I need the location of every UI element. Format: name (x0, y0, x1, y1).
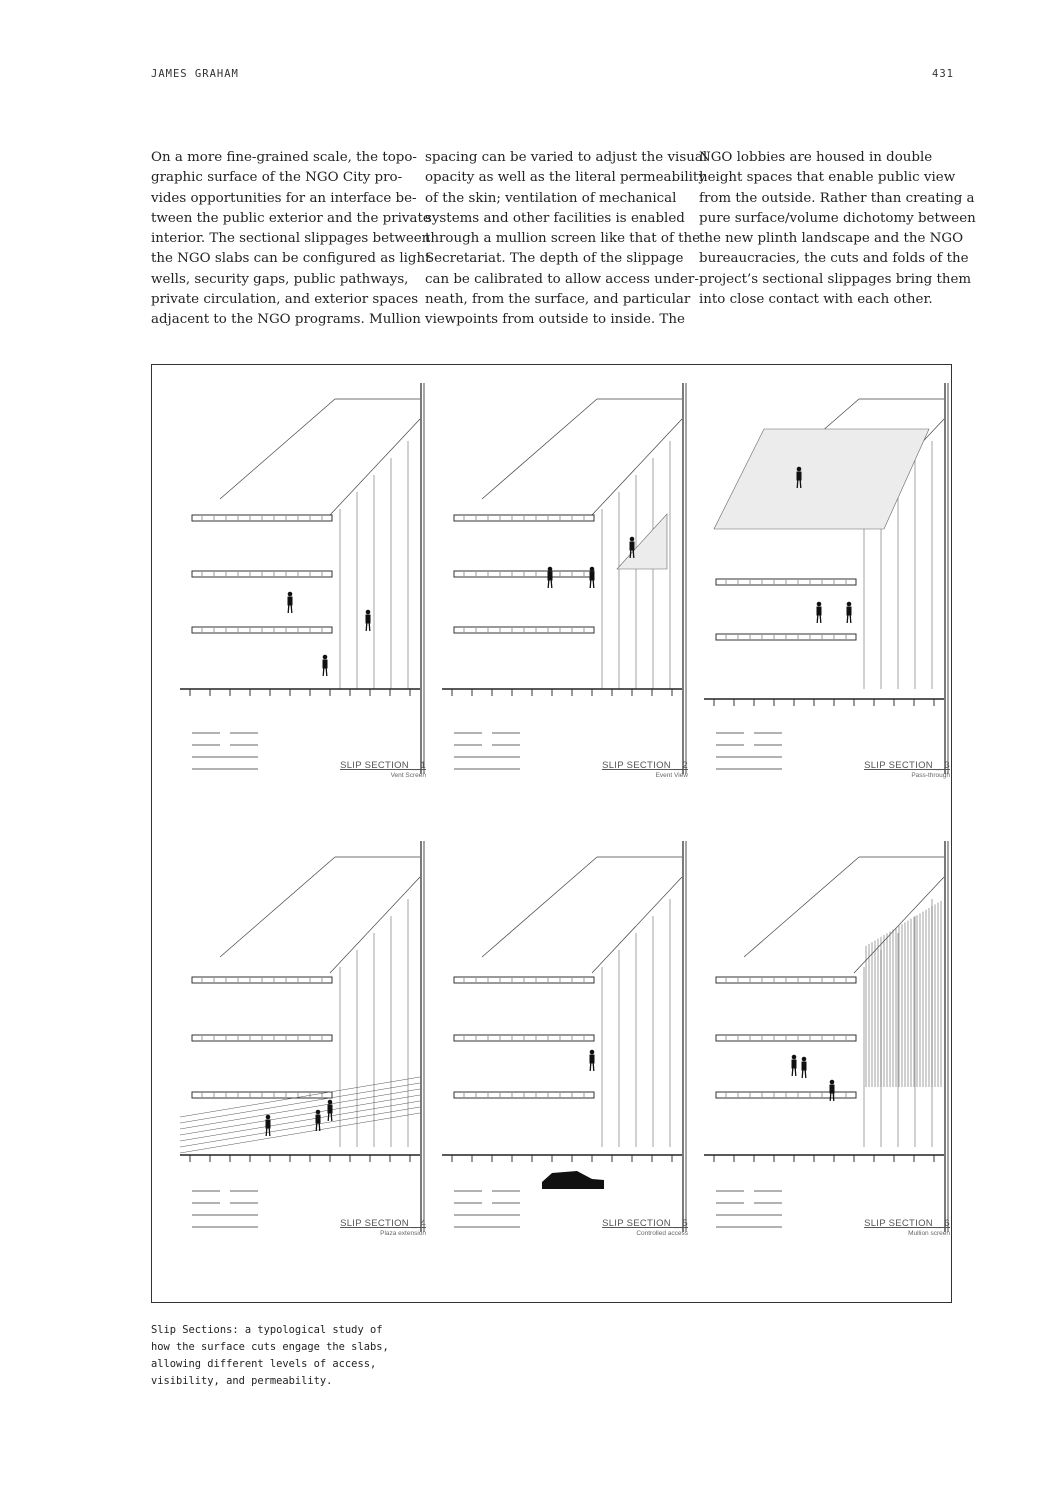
person-head (802, 1057, 807, 1062)
person-body (830, 1085, 835, 1094)
text-line: into close contact with each other. (699, 292, 933, 308)
person-body (328, 1105, 333, 1114)
person-head (316, 1110, 321, 1115)
person-leg (833, 1093, 834, 1101)
text-line: can be calibrated to allow access under- (425, 271, 699, 287)
person-leg (792, 1068, 793, 1076)
person-head (630, 537, 635, 542)
stair-tread (180, 1107, 420, 1147)
dotted-landscape (617, 514, 667, 569)
person-body (630, 542, 635, 551)
panel-subtitle: Event View (655, 772, 688, 779)
person-body (323, 660, 328, 669)
text-line: pure surface/volume dichotomy between (699, 210, 976, 226)
person-leg (590, 580, 591, 588)
text-line: NGO lobbies are housed in double (699, 150, 933, 165)
text-line: interior. The sectional slippages between (151, 231, 431, 247)
slip-section-panel-2 (442, 379, 692, 799)
panel-title: SLIP SECTION _ 1 (340, 760, 426, 771)
person-head (288, 592, 293, 597)
dotted-landscape (714, 429, 929, 529)
person-leg (326, 668, 327, 676)
person-body (548, 572, 553, 581)
person-leg (593, 580, 594, 588)
section-drawing-4 (180, 837, 430, 1257)
caption-line: visibility, and permeability. (151, 1375, 333, 1387)
text-line: of the skin; ventilation of mechanical (425, 190, 677, 206)
text-line: graphic surface of the NGO City pro- (151, 170, 403, 186)
body-column-1 (151, 148, 431, 331)
person-leg (590, 1063, 591, 1071)
person-head (266, 1115, 271, 1120)
text-line: project’s sectional slippages bring them (699, 271, 972, 287)
text-line: spacing can be varied to adjust the visual (425, 150, 708, 165)
perspective-line (592, 419, 682, 515)
person-head (366, 610, 371, 615)
person-head (323, 655, 328, 660)
body-column-2 (425, 148, 708, 331)
text-line: adjacent to the NGO programs. Mullion (151, 312, 421, 328)
panel-title: SLIP SECTION _ 4 (340, 1218, 426, 1229)
caption-line: how the surface cuts engage the slabs, (151, 1341, 389, 1353)
text-line: height spaces that enable public view (699, 170, 956, 186)
person-leg (820, 615, 821, 623)
perspective-line (482, 857, 597, 957)
panel-subtitle: Plaza extension (380, 1230, 426, 1237)
stair-tread (180, 1095, 420, 1135)
stair-tread (180, 1083, 420, 1123)
person-body (590, 1055, 595, 1064)
panel-title: SLIP SECTION _ 5 (602, 1218, 688, 1229)
text-line: bureaucracies, the cuts and folds of the (699, 251, 969, 267)
perspective-line (330, 419, 420, 515)
person-leg (797, 480, 798, 488)
person-leg (800, 480, 801, 488)
slip-section-panel-3 (704, 379, 954, 799)
person-leg (328, 1113, 329, 1121)
person-head (797, 467, 802, 472)
person-body (792, 1060, 797, 1069)
person-leg (847, 615, 848, 623)
person-leg (630, 550, 631, 558)
text-line: the NGO slabs can be configured as light (151, 251, 431, 267)
person-head (328, 1100, 333, 1105)
person-leg (850, 615, 851, 623)
person-leg (805, 1070, 806, 1078)
person-leg (331, 1113, 332, 1121)
person-body (802, 1062, 807, 1071)
person-leg (323, 668, 324, 676)
slip-section-panel-1 (180, 379, 430, 799)
panel-title: SLIP SECTION _ 6 (864, 1218, 950, 1229)
text-line: wells, security gaps, public pathways, (151, 271, 409, 287)
person-leg (291, 605, 292, 613)
person-leg (319, 1123, 320, 1131)
person-body (266, 1120, 271, 1129)
person-leg (369, 623, 370, 631)
running-head-author: JAMES GRAHAM (151, 68, 239, 80)
perspective-line (220, 399, 335, 499)
person-leg (269, 1128, 270, 1136)
text-line: opacity as well as the literal permeability (425, 170, 706, 186)
caption-line: Slip Sections: a typological study of (151, 1324, 383, 1336)
perspective-line (592, 877, 682, 973)
person-head (792, 1055, 797, 1060)
figure-caption (151, 1322, 451, 1390)
car-silhouette (542, 1171, 604, 1189)
text-line: On a more fine-grained scale, the topo- (151, 150, 417, 165)
text-line: private circulation, and exterior spaces (151, 292, 419, 308)
person-head (590, 1050, 595, 1055)
text-line: systems and other facilities is enabled (425, 210, 685, 226)
person-body (366, 615, 371, 624)
text-line: viewpoints from outside to inside. The (425, 312, 685, 328)
page-number: 431 (932, 68, 954, 80)
slip-sections-figure (151, 364, 952, 1303)
slip-section-panel-5 (442, 837, 692, 1257)
text-line: vides opportunities for an interface be- (151, 190, 417, 206)
person-leg (551, 580, 552, 588)
person-head (830, 1080, 835, 1085)
section-drawing-6 (704, 837, 954, 1257)
caption-line: allowing different levels of access, (151, 1358, 377, 1370)
text-line: tween the public exterior and the private (151, 210, 431, 226)
person-leg (817, 615, 818, 623)
person-body (817, 607, 822, 616)
text-line: from the outside. Rather than creating a (699, 190, 975, 206)
person-leg (288, 605, 289, 613)
person-leg (316, 1123, 317, 1131)
panel-subtitle: Mullion screen (908, 1230, 950, 1237)
slip-section-panel-6 (704, 837, 954, 1257)
person-body (316, 1115, 321, 1124)
person-body (847, 607, 852, 616)
person-head (548, 567, 553, 572)
person-leg (266, 1128, 267, 1136)
stair-tread (180, 1101, 420, 1141)
person-leg (795, 1068, 796, 1076)
perspective-line (220, 857, 335, 957)
person-leg (633, 550, 634, 558)
person-head (590, 567, 595, 572)
person-head (817, 602, 822, 607)
body-column-3 (699, 148, 976, 310)
text-line: through a mullion screen like that of the (425, 231, 701, 247)
person-leg (802, 1070, 803, 1078)
section-drawing-3 (704, 379, 954, 799)
panel-title: SLIP SECTION _ 3 (864, 760, 950, 771)
text-line: the new plinth landscape and the NGO (699, 231, 964, 247)
person-head (847, 602, 852, 607)
slip-section-panel-4 (180, 837, 430, 1257)
panel-subtitle: Controlled access (636, 1230, 688, 1237)
person-leg (548, 580, 549, 588)
section-drawing-5 (442, 837, 692, 1257)
person-body (797, 472, 802, 481)
person-leg (593, 1063, 594, 1071)
panel-title: SLIP SECTION _ 2 (602, 760, 688, 771)
stair-tread (180, 1113, 420, 1153)
person-body (288, 597, 293, 606)
person-leg (830, 1093, 831, 1101)
person-leg (366, 623, 367, 631)
perspective-line (330, 877, 420, 973)
section-drawing-1 (180, 379, 430, 799)
section-drawing-2 (442, 379, 692, 799)
perspective-line (482, 399, 597, 499)
text-line: Secretariat. The depth of the slippage (425, 251, 684, 267)
perspective-line (744, 857, 859, 957)
text-line: neath, from the surface, and particular (425, 292, 691, 308)
person-body (590, 572, 595, 581)
panel-subtitle: Vent Screen (390, 772, 426, 779)
panel-subtitle: Pass-through (911, 772, 950, 779)
